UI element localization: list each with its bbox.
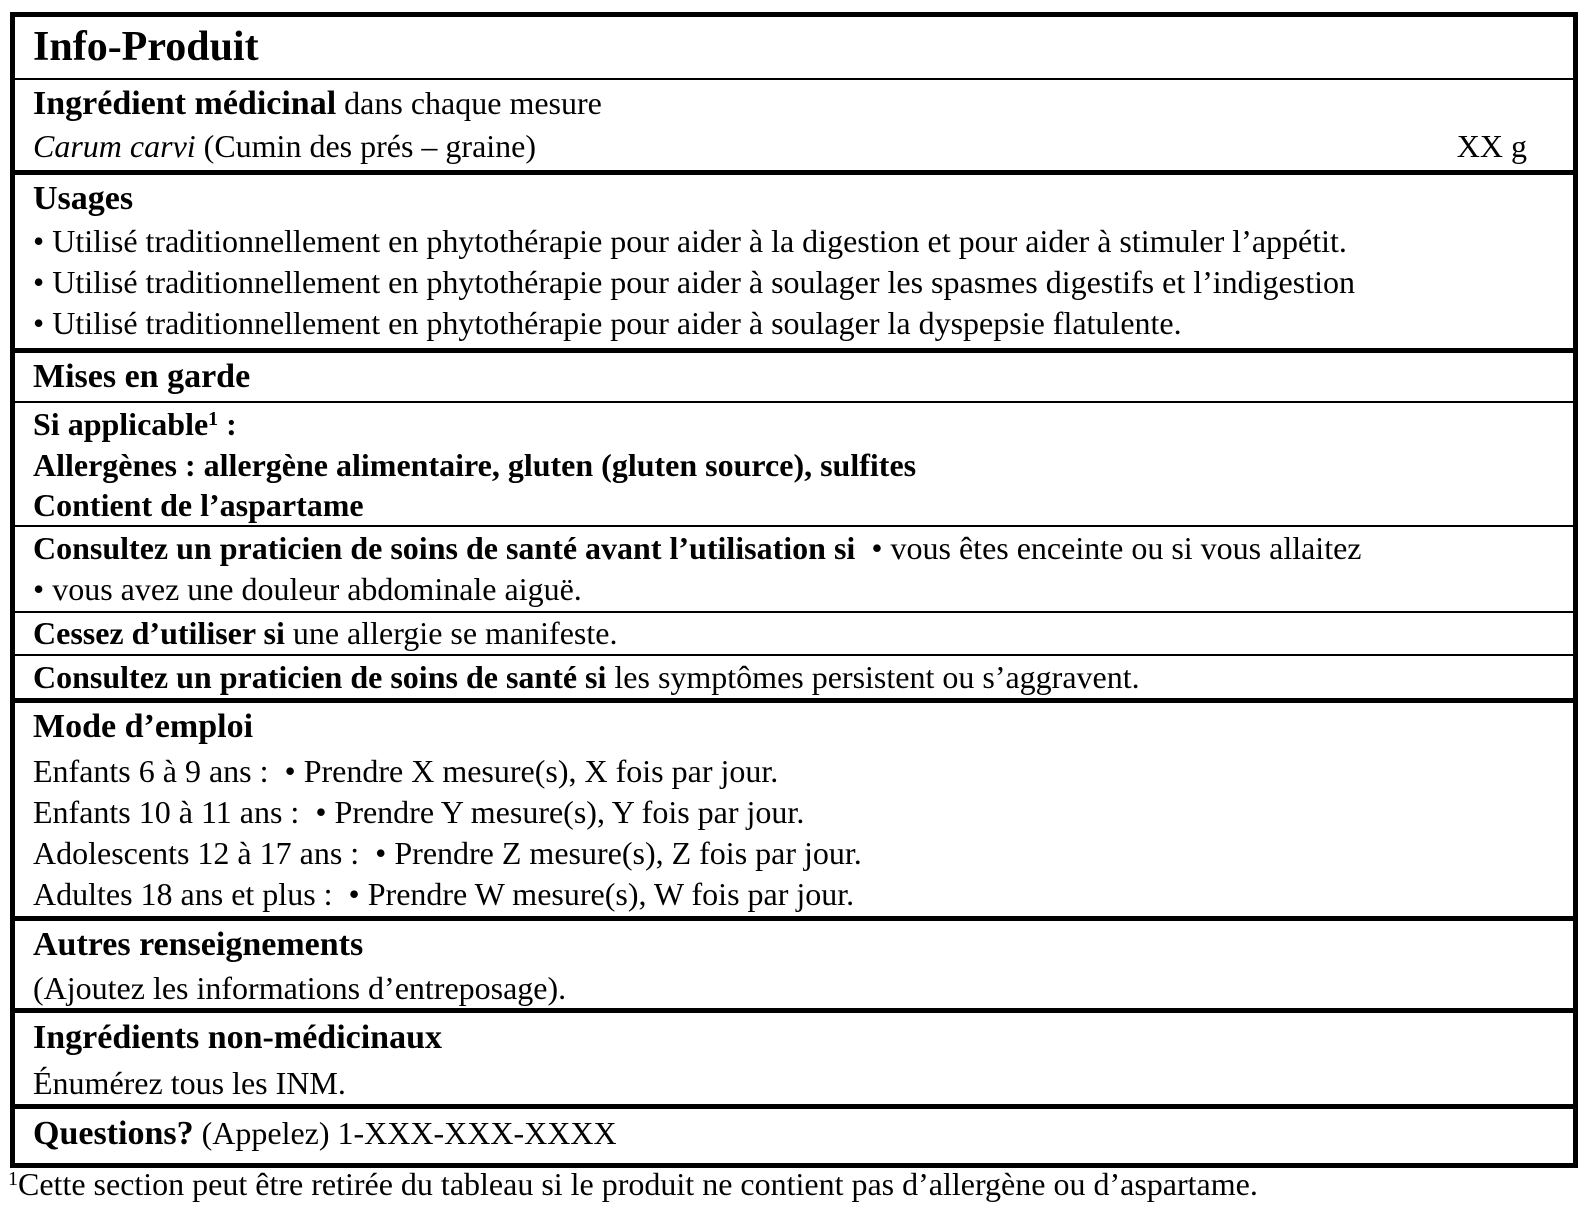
direction-item: Adultes 18 ans et plus : • Prendre W mesure(s), W fois par jour. [33,876,855,912]
medicinal-ingredient-section [15,78,1573,170]
ingredient-heading-bold: Ingrédient médicinal [33,85,337,122]
direction-item: Enfants 10 à 11 ans : • Prendre Y mesure(s), Y fois par jour. [33,794,805,830]
non-medicinal-heading: Ingrédients non-médicinaux [33,1019,442,1056]
footnote [8,1166,1258,1203]
consult-if-bold: Consultez un praticien de soins de santé si [33,659,607,695]
other-info-heading: Autres renseignements [33,926,364,963]
consult-before-line [15,527,1573,569]
footnote-marker: 1 [208,408,219,430]
ingredient-row [33,125,1573,167]
applicable-label: Si applicable$^1$ : [33,406,237,442]
ingredient-latin-name: Carum carvi [33,128,196,164]
usages-section [15,170,1573,348]
usage-item: • Utilisé traditionnellement en phytothérapie pour aider à soulager les spasmes digestifs et l’indigestion [33,264,1355,300]
questions-phone: (Appelez) 1-XXX-XXX-XXXX [193,1115,617,1151]
consult-before-subsection [15,525,1573,611]
product-info-table [10,12,1578,1168]
other-info-text: (Ajoutez les informations d’entreposage). [33,970,567,1006]
directions-heading: Mode d’emploi [33,708,254,745]
ingredient-heading [33,82,1573,125]
consult-if-subsection [15,654,1573,698]
usage-item: • Utilisé traditionnellement en phytothérapie pour aider à soulager la dyspepsie flatulente. [33,305,1182,341]
non-medicinal-section [15,1008,1573,1104]
footnote-marker: 1 [8,1168,18,1190]
warnings-section [15,348,1573,698]
stop-use-rest: une allergie se manifeste. [284,615,618,651]
direction-item: Adolescents 12 à 17 ans : • Prendre Z mesure(s), Z fois par jour. [33,835,862,871]
allergen-subsection [15,401,1573,525]
consult-before-item: • vous êtes enceinte ou si vous allaitez [855,530,1362,566]
stop-use-subsection [15,611,1573,654]
aspartame-text: Contient de l’aspartame [33,487,364,523]
usages-heading: Usages [33,180,134,217]
allergens-text: Allergènes : allergène alimentaire, gluten (gluten source), sulfites [33,447,917,483]
consult-before-bold: Consultez un praticien de soins de santé avant l’utilisation si [33,530,856,566]
ingredient-common-name: (Cumin des prés – graine) [195,128,537,164]
non-medicinal-text: Énumérez tous les INM. [33,1065,346,1101]
consult-if-rest: les symptômes persistent ou s’aggravent. [606,659,1140,695]
questions-label: Questions? [33,1115,194,1152]
other-info-section [15,916,1573,1008]
ingredient-amount: XX g [1456,128,1527,164]
stop-use-bold: Cessez d’utiliser si [33,615,285,651]
footnote-text: Cette section peut être retirée du tableau si le produit ne contient pas d’allergène ou d’aspartame. [18,1166,1258,1202]
consult-before-item: • vous avez une douleur abdominale aiguë. [33,571,582,607]
warnings-heading: Mises en garde [33,358,251,395]
questions-line [15,1109,1573,1158]
ingredient-heading-rest: dans chaque mesure [336,85,602,121]
questions-section [15,1104,1573,1154]
direction-item: Enfants 6 à 9 ans : • Prendre X mesure(s), X fois par jour. [33,753,779,789]
title-section [15,17,1573,78]
directions-section [15,698,1573,916]
page-title: Info-Produit [33,24,259,70]
usage-item: • Utilisé traditionnellement en phytothérapie pour aider à la digestion et pour aider à stimuler l’appétit. [33,223,1347,259]
